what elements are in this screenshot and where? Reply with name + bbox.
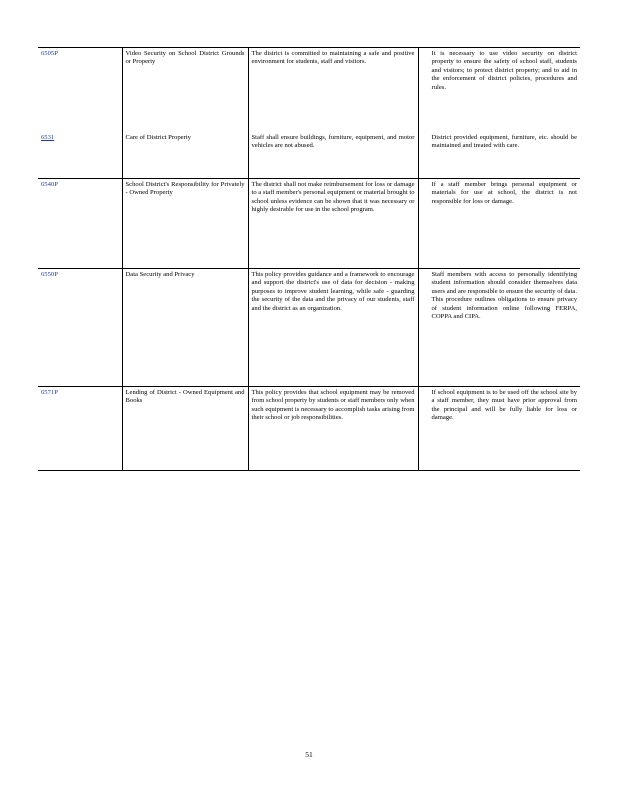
policy-code: 6540P <box>41 181 58 188</box>
policy-note: If a staff member brings personal equipment or materials for use at school, the district is not responsible for loss or damage. <box>422 181 578 206</box>
policy-title: Care of District Property <box>122 132 248 179</box>
table-row <box>38 387 580 471</box>
table-row <box>38 48 580 132</box>
policy-description: The district shall not make reimbursement for loss or damage to a staff member's personal equipment or material brought to school unless evidence can be shown that it was necessary or highly desirable for use in the school program. <box>248 179 418 269</box>
bullet-icon <box>422 50 432 92</box>
policy-description: This policy provides that school equipment may be removed from school property by students or staff members only when such equipment is necessary to accomplish tasks arising from their school or job responsibilities. <box>248 387 418 471</box>
policy-code: 6571P <box>41 389 58 396</box>
bullet-icon <box>422 271 432 321</box>
policy-description: This policy provides guidance and a framework to encourage and support the district's use of data for decision - making purposes to improve student learning, while safe - guarding the security of the data and the privacy of our students, staff and the district as an organization. <box>248 269 418 387</box>
policy-title: Data Security and Privacy <box>122 269 248 387</box>
policy-code: 6505P <box>41 50 58 57</box>
policy-description: The district is committed to maintaining a safe and positive environment for students, staff and visitors. <box>248 48 418 132</box>
policy-code: 6550P <box>41 271 58 278</box>
bullet-icon <box>422 134 432 151</box>
policy-note: It is necessary to use video security on district property to ensure the safety of school staff, students and visitors; to protect district property; and to aid in the enforcement of district policies, procedures and rules. <box>422 50 578 92</box>
policy-title: School District's Responsibility for Privately - Owned Property <box>122 179 248 269</box>
policy-description: Staff shall ensure buildings, furniture, equipment, and motor vehicles are not abused. <box>248 132 418 179</box>
policy-note: If school equipment is to be used off the school site by a staff member, they must have prior approval from the principal and will be fully liable for loss or damage. <box>422 389 578 423</box>
page-number: 51 <box>305 750 313 759</box>
policy-note: District provided equipment, furniture, etc. should be maintained and treated with care. <box>422 134 578 151</box>
policy-title: Video Security on School District Grounds or Property <box>122 48 248 132</box>
policy-table <box>38 47 580 471</box>
policy-title: Lending of District - Owned Equipment and Books <box>122 387 248 471</box>
bullet-icon <box>422 389 432 423</box>
table-row <box>38 179 580 269</box>
bullet-icon <box>422 181 432 206</box>
policy-code-link[interactable]: 6531 <box>41 133 55 141</box>
table-row <box>38 132 580 179</box>
policy-note: Staff members with access to personally identifying student information should consider themselves data users and are responsible to ensure the security of data. This procedure outlines obligations to ensure privacy of student information online following FERPA, COPPA and CIPA. <box>422 271 578 321</box>
table-row <box>38 269 580 387</box>
